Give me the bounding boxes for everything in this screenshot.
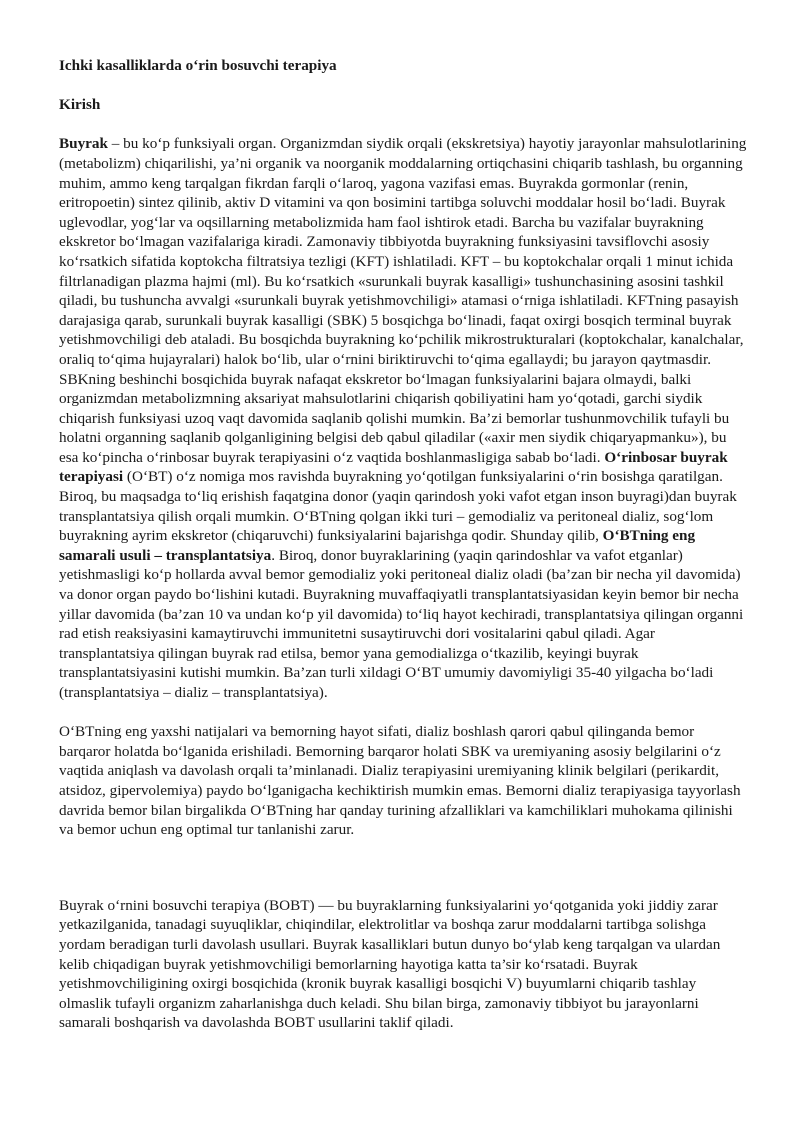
section-heading: Kirish (59, 96, 101, 114)
paragraph-1-segment: Oʻrinbosar buyrak terapiyasi (59, 448, 728, 486)
paragraph-1-segment: – bu koʻp funksiyali organ. Organizmdan siydik orqali (ekskretsiya) hayotiy jarayonlar mahsulotlarining (metabolizm) chiqarilishi, ya’ni organik va noorganik moddalarning ortiqchasini chiqarib tashlash, bu organning muhim, ammo keng tarqalgan fikrdan farqli oʻlaroq, yagona vazifasi emas. Buyrakda gormonlar (renin, eritropoetin) sintez qilinib, aktiv D vitamini va qon bosimini tartibga soluvchi moddalar hosil boʻladi. Buyrak uglevodlar, yogʻlar va oqsillarning metabolizmida ham faol ishtirok etadi. Barcha bu vazifalar buyrakning ekskretor boʻlmagan vazifalariga kiradi. Zamonaviy tibbiyotda buyrakning funksiyasini tavsiflovchi asosiy koʻrsatkich sifatida koptokcha filtratsiya tezligi (KFT) ishlatiladi. KFT – bu koptokchalar orqali 1 minut ichida filtrlanadigan plazma hajmi (ml). Bu koʻrsatkich «surunkali buyrak kasalligi» tushunchasining asosini tashkil qiladi, bu tushuncha avvalgi «surunkali buyrak yetishmovchiligi» atamasi oʻrniga ishlatiladi. KFTning pasayish darajasiga qarab, surunkali buyrak kasalligi (SBK) 5 bosqichga boʻlinadi, faqat oxirgi bosqich terminal buyrak yetishmovchiligi deb ataladi. Bu bosqichda buyrakning koʻpchilik mikrostrukturalari (koptokchalar, kanalchalar, oraliq toʻqima hujayralari) halok boʻlib, ular oʻrnini biriktiruvchi toʻqima egallaydi; bu jarayon qaytmasdir. SBKning beshinchi bosqichida buyrak nafaqat ekskretor boʻlmagan funksiyalarini bajara olmaydi, balki organizmdan metabolizmning aksariyat mahsulotlarini chiqarish qobiliyatini ham yoʻqotadi, garchi siydik chiqarish funksiyasi uzoq vaqt davomida saqlanib qolishi mumkin. Ba’zi bemorlar tushunmovchilik tufayli bu holatni organning saqlanib qolganligining belgisi deb qabul qiladilar («axir men siydik chiqaryapmanku»), bu esa koʻpincha oʻrinbosar buyrak terapiyasini oʻz vaqtida boshlanmasligiga sabab boʻladi. (59, 135, 747, 466)
paragraph-1-segment: Buyrak (59, 135, 108, 153)
paragraph-1 (59, 134, 749, 702)
document-page (59, 56, 749, 1033)
paragraph-1-segment: OʻBTning eng samarali usuli – transplantatsiya (59, 527, 696, 564)
document-title: Ichki kasalliklarda oʻrin bosuvchi terapiya (59, 57, 337, 74)
paragraph-1-segment: . Biroq, donor buyraklarining (yaqin qarindoshlar va vafot etganlar) yetishmasligi koʻp hollarda avval bemor gemodializ yoki peritoneal dializ oladi (ba’zan bir necha yil davomida) va donor organ paydo boʻlishini kutadi. Buyrakning muvaffaqiyatli transplantatsiyasidan keyin bemor bir necha yillar davomida (ba’zan 10 va undan koʻp yil davomida) toʻliq hayot kechiradi, transplantatsiya qilingan organni rad etish reaksiyasini kamaytiruvchi immunitetni susaytiruvchi dori vositalarini qabul qiladi. Agar transplantatsiya qilingan buyrak rad etilsa, bemor yana gemodializga oʻtkazilib, keyingi buyrak transplantatsiyasini kutishi mumkin. Ba’zan turli xildagi OʻBT umumiy davomiyligi 35-40 yilgacha boʻladi (transplantatsiya – dializ – transplantatsiya). (59, 546, 744, 701)
paragraph-2: OʻBTning eng yaxshi natijalari va bemorning hayot sifati, dializ boshlash qarori qabul qilinganda bemor barqaror holatda boʻlganida erishiladi. Bemorning barqaror holati SBK va uremiyaning asosiy belgilarini oʻz vaqtida aniqlash va davolash orqali ta’minlanadi. Dializ terapiyasini uremiyaning klinik belgilari (perikardit, atsidoz, gipervolemiya) paydo boʻlganigacha kechiktirish mumkin emas. Bemorni dializ terapiyasiga tayyorlash davrida bemor bilan birgalikda OʻBTning har qanday turining afzalliklari va kamchiliklari muhokama qilinishi va bemor uchun eng optimal tur tanlanishi zarur. (59, 723, 741, 839)
paragraph-3: Buyrak oʻrnini bosuvchi terapiya (BOBT) — bu buyraklarning funksiyalarini yoʻqotganida yoki jiddiy zarar yetkazilganida, tanadagi suyuqliklar, chiqindilar, elektrolitlar va boshqa zarur moddalarni tartibga solishga yordam beradigan turli davolash usullari. Buyrak kasalliklari butun dunyo boʻylab keng tarqalgan va ulardan kelib chiqadigan buyrak yetishmovchiligi bemorlarning hayotiga katta ta’sir koʻrsatadi. Buyrak yetishmovchiligining oxirgi bosqichida (kronik buyrak kasalligi bosqichi V) buyumlarni chiqarib tashlay olmaslik tufayli organizm zaharlanishga duch keladi. Shu bilan birga, zamonaviy tibbiyot bu jarayonlarni samarali boshqarish va davolashda BOBT usullarini taklif qiladi. (59, 896, 721, 1032)
paragraph-1-segment: (OʻBT) oʻz nomiga mos ravishda buyrakning yoʻqotilgan funksiyalarini oʻrin bosishga qaratilgan. Biroq, bu maqsadga toʻliq erishish faqatgina donor (yaqin qarindosh yoki vafot etgan inson buyragi)dan buyrak transplantatsiya qilish orqali mumkin. OʻBTning qolgan ikki turi – gemodializ va peritoneal dializ, sogʻlom buyrakning ayrim ekskretor (chiqaruvchi) funksiyalarini bajarishga qodir. Shunday qilib, (59, 468, 737, 545)
